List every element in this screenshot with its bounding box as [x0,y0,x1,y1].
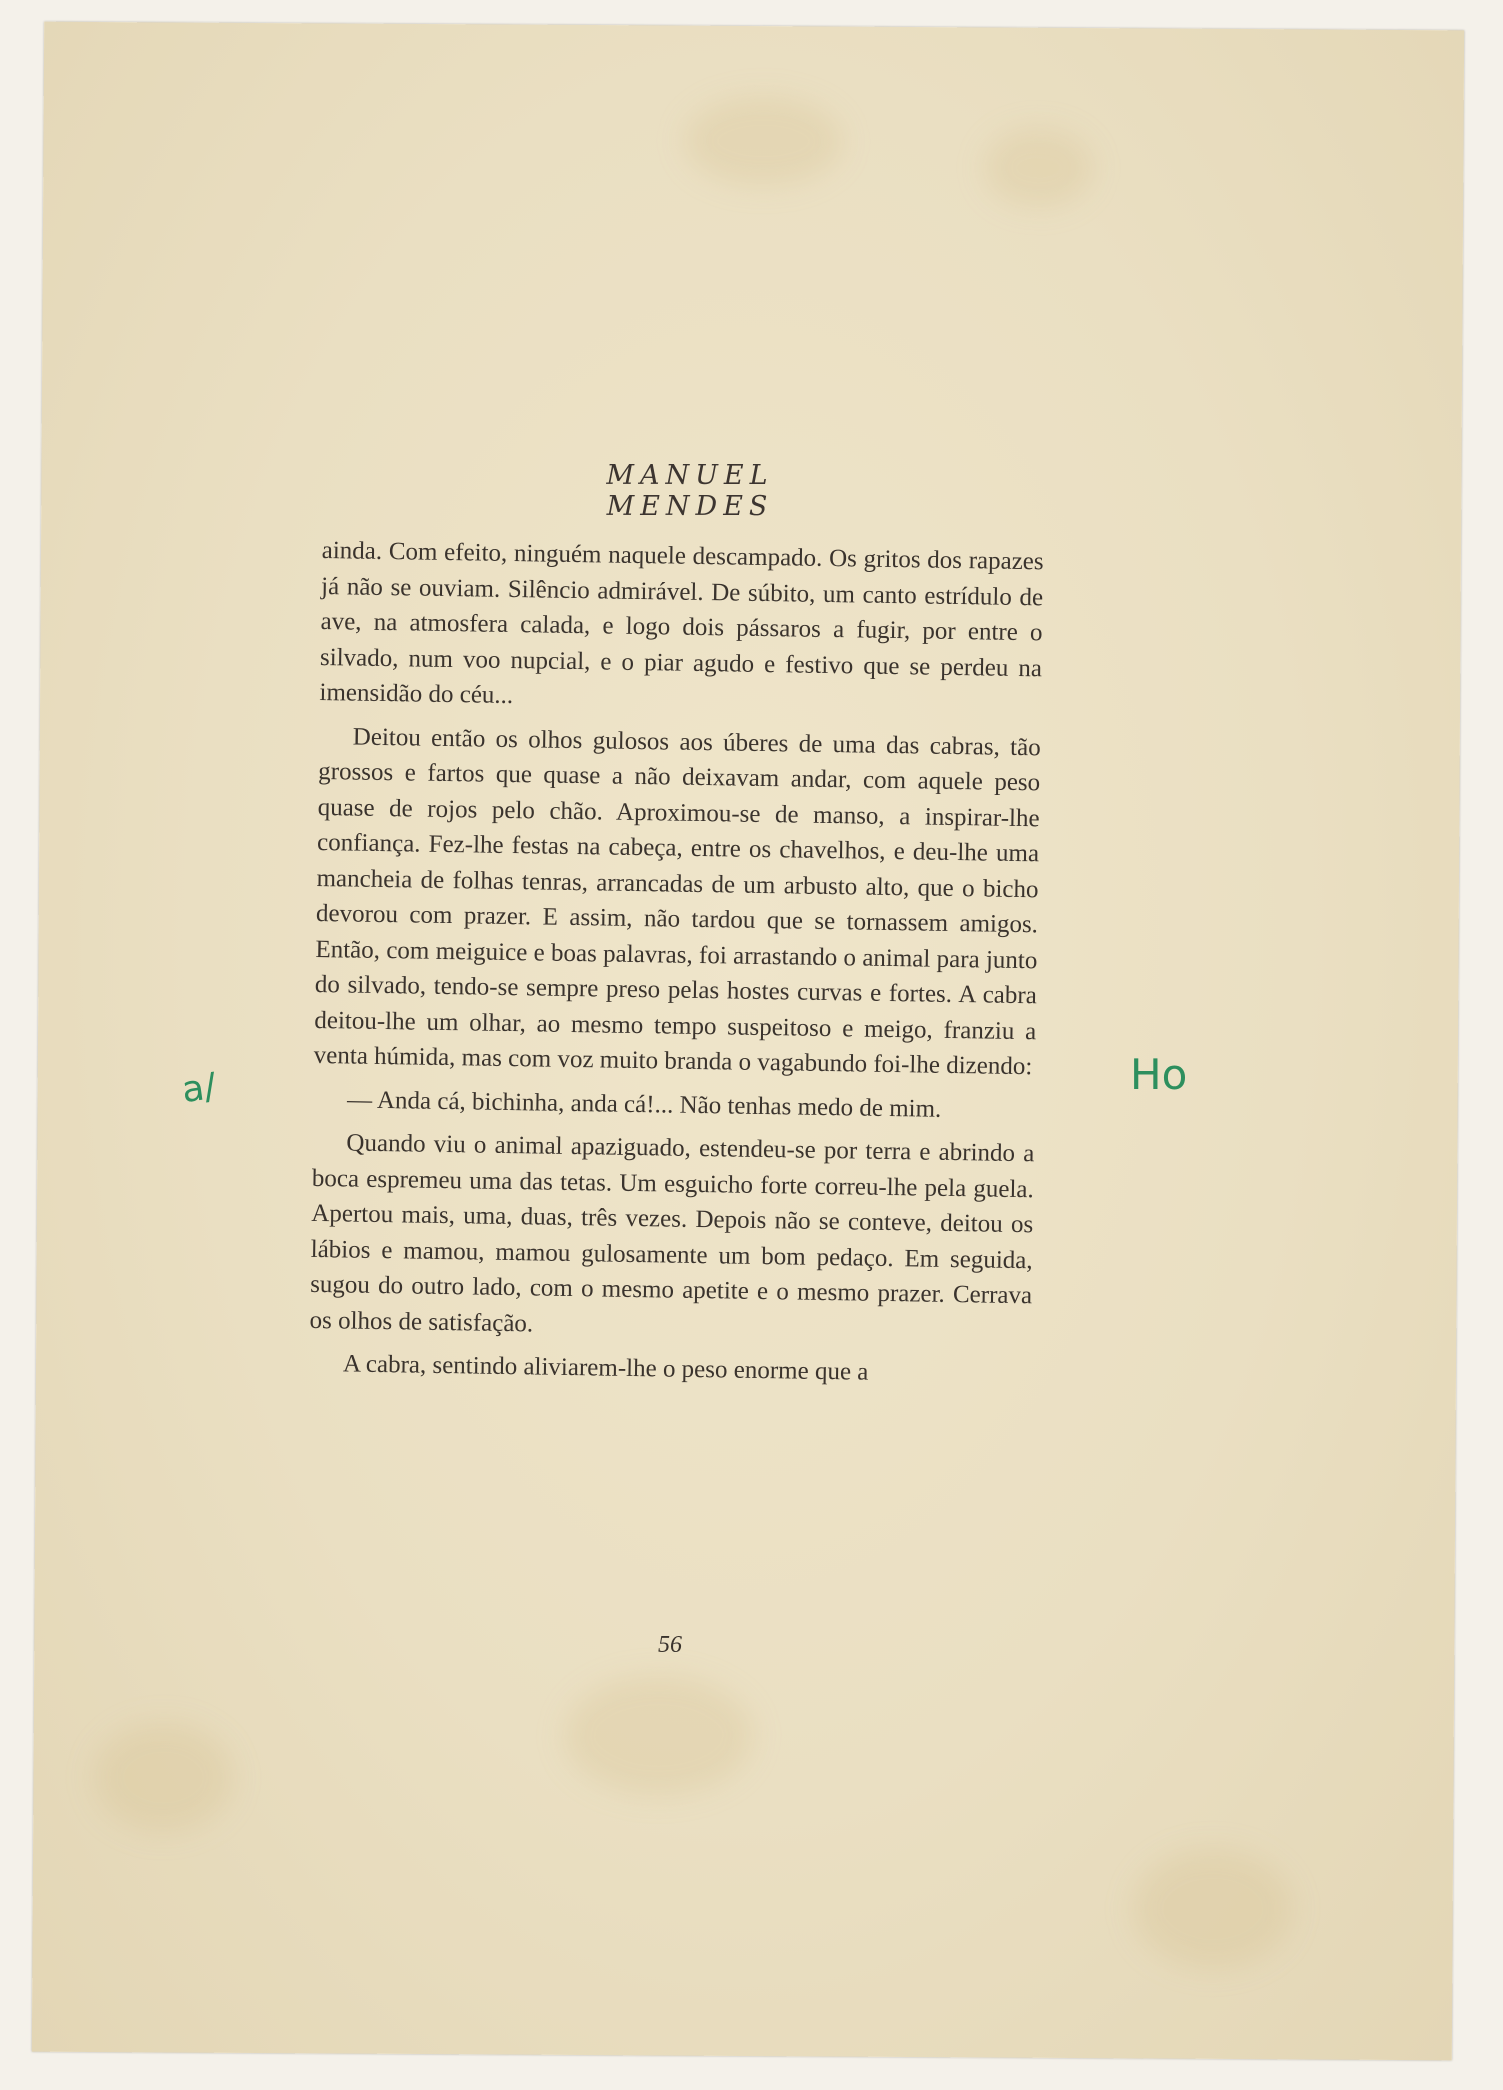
margin-annotation-left: a/ [179,1065,219,1112]
body-text [309,533,1044,1401]
paper-stain [563,1675,754,1796]
running-head: MANUEL MENDES [606,460,774,522]
paper-stain [983,127,1093,208]
paragraph: ainda. Com efeito, ninguém naquele descampado. Os gritos dos rapazes já não se ouviam. Silêncio admirável. De súbito, um canto estrídulo de ave, na atmosfera calada, e logo dois pássaros a fugir, por entre o silvado, num voo nupcial, e o piar agudo e festivo que se perdeu na imensidão do céu... [319,536,1044,710]
paragraph: A cabra, sentindo aliviarem-lhe o peso enorme que a [342,1350,869,1386]
margin-annotation-right: Ho [1130,1050,1188,1099]
paper-stain [1132,1848,1293,1969]
paragraph: — Anda cá, bichinha, anda cá!... Não tenhas medo de mim. [346,1085,942,1123]
paper-stain [93,1722,234,1833]
paragraph: Quando viu o animal apaziguado, estendeu-se por terra e abrindo a boca espremeu uma das tetas. Um esguicho forte correu-lhe pela guela. Apertou mais, uma, duas, três vezes. Depois não se conteve, deitou os lábios e mamou, mamou gulosamente um bom pedaço. Em seguida, sugou do outro lado, com o mesmo apetite e o mesmo prazer. Cerrava os olhos de satisfação. [309,1129,1035,1337]
paragraph: Deitou então os olhos gulosos aos úberes de uma das cabras, tão grossos e fartos que quase a não deixavam andar, com aquele peso quase de rojos pelo chão. Aproximou-se de manso, a inspirar-lhe confiança. Fez-lhe festas na cabeça, entre os chavelhos, e deu-lhe uma mancheia de folhas tenras, arrancadas de um arbusto alto, que o bicho devorou com prazer. E assim, não tardou que se tornassem amigos. Então, com meiguice e boas palavras, foi arrastando o animal para junto do silvado, tendo-se sempre preso pelas hostes curvas e fortes. A cabra deitou-lhe um olhar, ao mesmo tempo suspeitoso e meigo, franziu a venta húmida, mas com voz muito branda o vagabundo foi-lhe dizendo: [313,723,1041,1081]
paper-stain [683,96,844,187]
page-number: 56 [658,1632,682,1658]
